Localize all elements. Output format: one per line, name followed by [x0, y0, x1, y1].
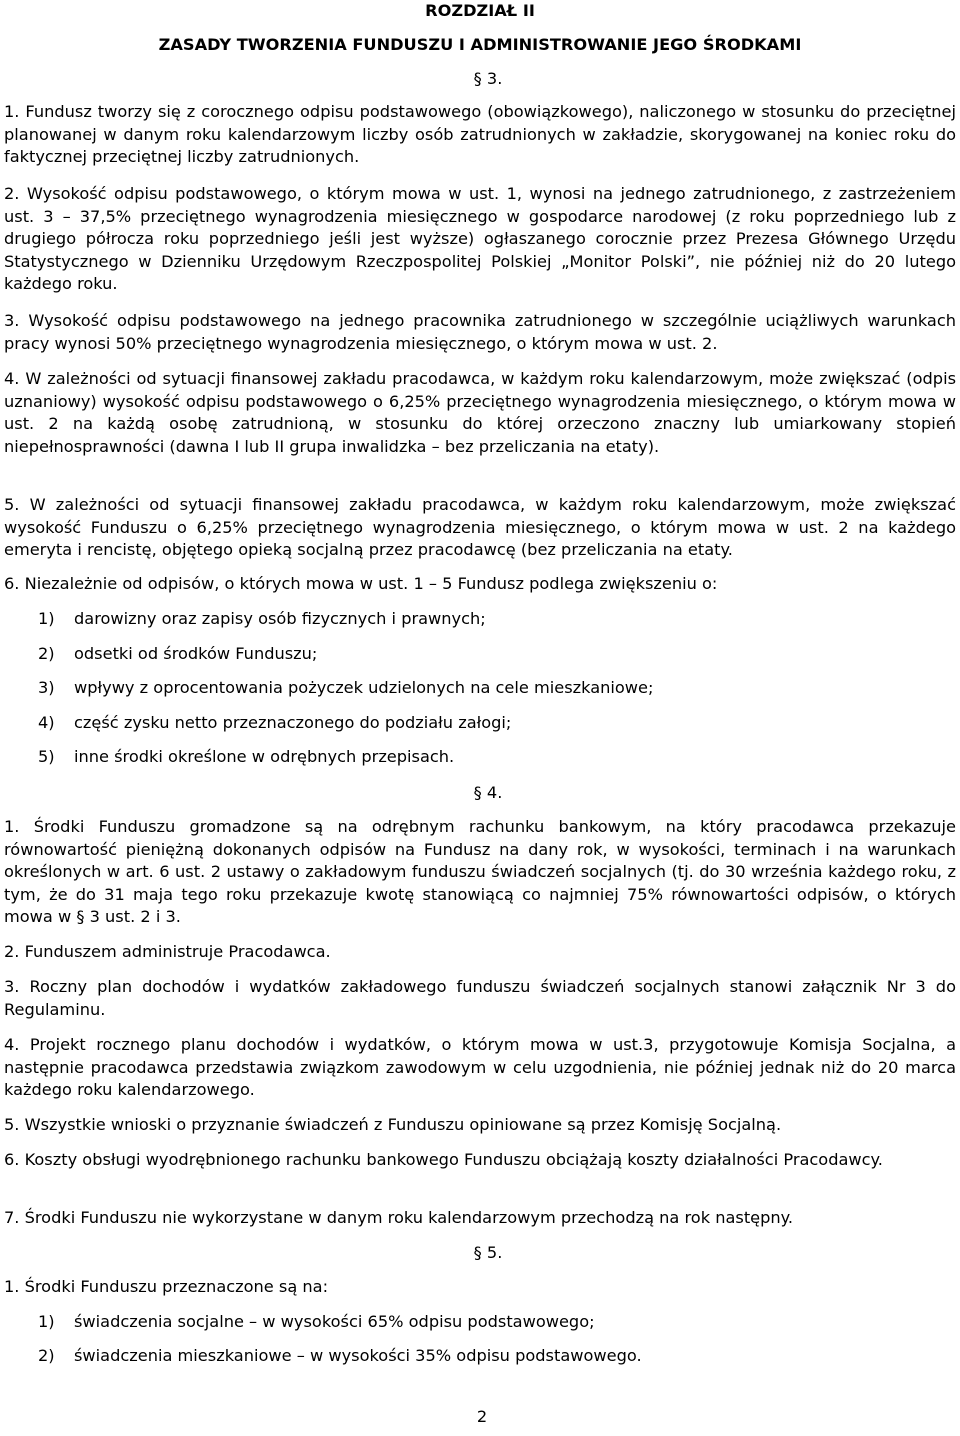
- section-4-paragraph-4: 4. Projekt rocznego planu dochodów i wydatków, o którym mowa w ust.3, przygotowuje Komisja Socjalna, a następnie pracodawca przedstawia związkom zawodowym w celu uzgodnienia, nie później jednak niż do 20 marca każdego roku kalendarzowego.: [4, 1035, 956, 1099]
- section-3-paragraph-4: 4. W zależności od sytuacji finansowej zakładu pracodawca, w każdym roku kalendarzowym, może zwiększać (odpis uznaniowy) wysokość odpisu podstawowego o 6,25% przeciętnego wynagrodzenia miesięcznego, o którym mowa w ust. 2 na każdą osobę zatrudnioną, w stosunku do której orzeczono znaczny lub umiarkowany stopień niepełnosprawności (dawna I lub II grupa inwalidzka – bez przeliczania na etaty).: [4, 369, 956, 456]
- list-item-number: 4): [38, 713, 55, 732]
- page-number: 2: [476, 1407, 488, 1426]
- section-3-paragraph-2: 2. Wysokość odpisu podstawowego, o którym mowa w ust. 1, wynosi na jednego zatrudnionego, z zastrzeżeniem ust. 3 – 37,5% przeciętnego wynagrodzenia miesięcznego w gospodarce narodowej (z roku poprzedniego lub z drugiego półrocza roku poprzedniego jeśli jest wyższe) ogłaszanego corocznie przez Prezesa Głównego Urzędu Statystycznego w Dzienniku Urzędowym Rzeczpospolitej Polskiej „Monitor Polski”, nie później niż do 20 lutego każdego roku.: [4, 184, 956, 293]
- list-item-text: darowizny oraz zapisy osób fizycznych i prawnych;: [74, 609, 486, 628]
- list-item: [38, 643, 938, 666]
- list-item-text: świadczenia mieszkaniowe – w wysokości 35% odpisu podstawowego.: [74, 1346, 642, 1365]
- list-item-text: świadczenia socjalne – w wysokości 65% odpisu podstawowego;: [74, 1312, 595, 1331]
- section-5-heading: § 5.: [473, 1243, 503, 1262]
- list-item: [38, 746, 938, 769]
- section-3-paragraph-6: 6. Niezależnie od odpisów, o których mowa w ust. 1 – 5 Fundusz podlega zwiększeniu o:: [4, 574, 718, 593]
- chapter-title: ZASADY TWORZENIA FUNDUSZU I ADMINISTROWANIE JEGO ŚRODKAMI: [158, 35, 802, 54]
- chapter-heading: ROZDZIAŁ II: [425, 1, 535, 20]
- list-item-number: 3): [38, 678, 55, 697]
- section-3-paragraph-5: 5. W zależności od sytuacji finansowej zakładu pracodawca, w każdym roku kalendarzowym, może zwiększać wysokość Funduszu o 6,25% przeciętnego wynagrodzenia miesięcznego, o którym mowa w ust. 2 na każdego emeryta i rencistę, objętego opieką socjalną przez pracodawcę (bez przeliczania na etaty.: [4, 495, 956, 559]
- section-4-paragraph-6: 6. Koszty obsługi wyodrębnionego rachunku bankowego Funduszu obciążają koszty działalności Pracodawcy.: [4, 1150, 883, 1169]
- section-4-paragraph-2: 2. Funduszem administruje Pracodawca.: [4, 942, 331, 961]
- section-4-paragraph-7: 7. Środki Funduszu nie wykorzystane w danym roku kalendarzowym przechodzą na rok następny.: [4, 1208, 794, 1227]
- list-item: [38, 608, 938, 631]
- list-item: [38, 677, 938, 700]
- section-4-paragraph-5: 5. Wszystkie wnioski o przyznanie świadczeń z Funduszu opiniowane są przez Komisję Socjalną.: [4, 1115, 782, 1134]
- list-item-number: 2): [38, 644, 55, 663]
- list-item-number: 1): [38, 1312, 55, 1331]
- document-page: [4, 0, 956, 1436]
- section-4-heading: § 4.: [473, 783, 503, 802]
- section-3-paragraph-3: 3. Wysokość odpisu podstawowego na jednego pracownika zatrudnionego w szczególnie uciążliwych warunkach pracy wynosi 50% przeciętnego wynagrodzenia miesięcznego, o którym mowa w ust. 2.: [4, 311, 956, 353]
- section-3-heading: § 3.: [473, 69, 503, 88]
- section-5-paragraph-1: 1. Środki Funduszu przeznaczone są na:: [4, 1277, 329, 1296]
- list-item-text: odsetki od środków Funduszu;: [74, 644, 318, 663]
- list-item-number: 2): [38, 1346, 55, 1365]
- list-item-text: inne środki określone w odrębnych przepisach.: [74, 747, 455, 766]
- list-item-text: wpływy z oprocentowania pożyczek udzielonych na cele mieszkaniowe;: [74, 678, 654, 697]
- list-item: [38, 1345, 938, 1368]
- list-item-number: 1): [38, 609, 55, 628]
- section-4-paragraph-1: 1. Środki Funduszu gromadzone są na odrębnym rachunku bankowym, na który pracodawca przekazuje równowartość pieniężną dokonanych odpisów na Fundusz na dany rok, w wysokości, terminach i na warunkach określonych w art. 6 ust. 2 ustawy o zakładowym funduszu świadczeń socjalnych (tj. do 30 września każdego roku, z tym, że do 31 maja tego roku przekazuje kwotę stanowiącą co najmniej 75% równowartości odpisów, o których mowa w § 3 ust. 2 i 3.: [4, 817, 956, 926]
- list-item: [38, 1311, 938, 1334]
- list-item-text: część zysku netto przeznaczonego do podziału załogi;: [74, 713, 512, 732]
- list-item: [38, 712, 938, 735]
- section-3-paragraph-1: 1. Fundusz tworzy się z corocznego odpisu podstawowego (obowiązkowego), naliczonego w stosunku do przeciętnej planowanej w danym roku kalendarzowym liczby osób zatrudnionych w zakładzie, skorygowanej na koniec roku do faktycznej przeciętnej liczby zatrudnionych.: [4, 102, 956, 166]
- list-item-number: 5): [38, 747, 55, 766]
- section-4-paragraph-3: 3. Roczny plan dochodów i wydatków zakładowego funduszu świadczeń socjalnych stanowi załącznik Nr 3 do Regulaminu.: [4, 977, 956, 1019]
